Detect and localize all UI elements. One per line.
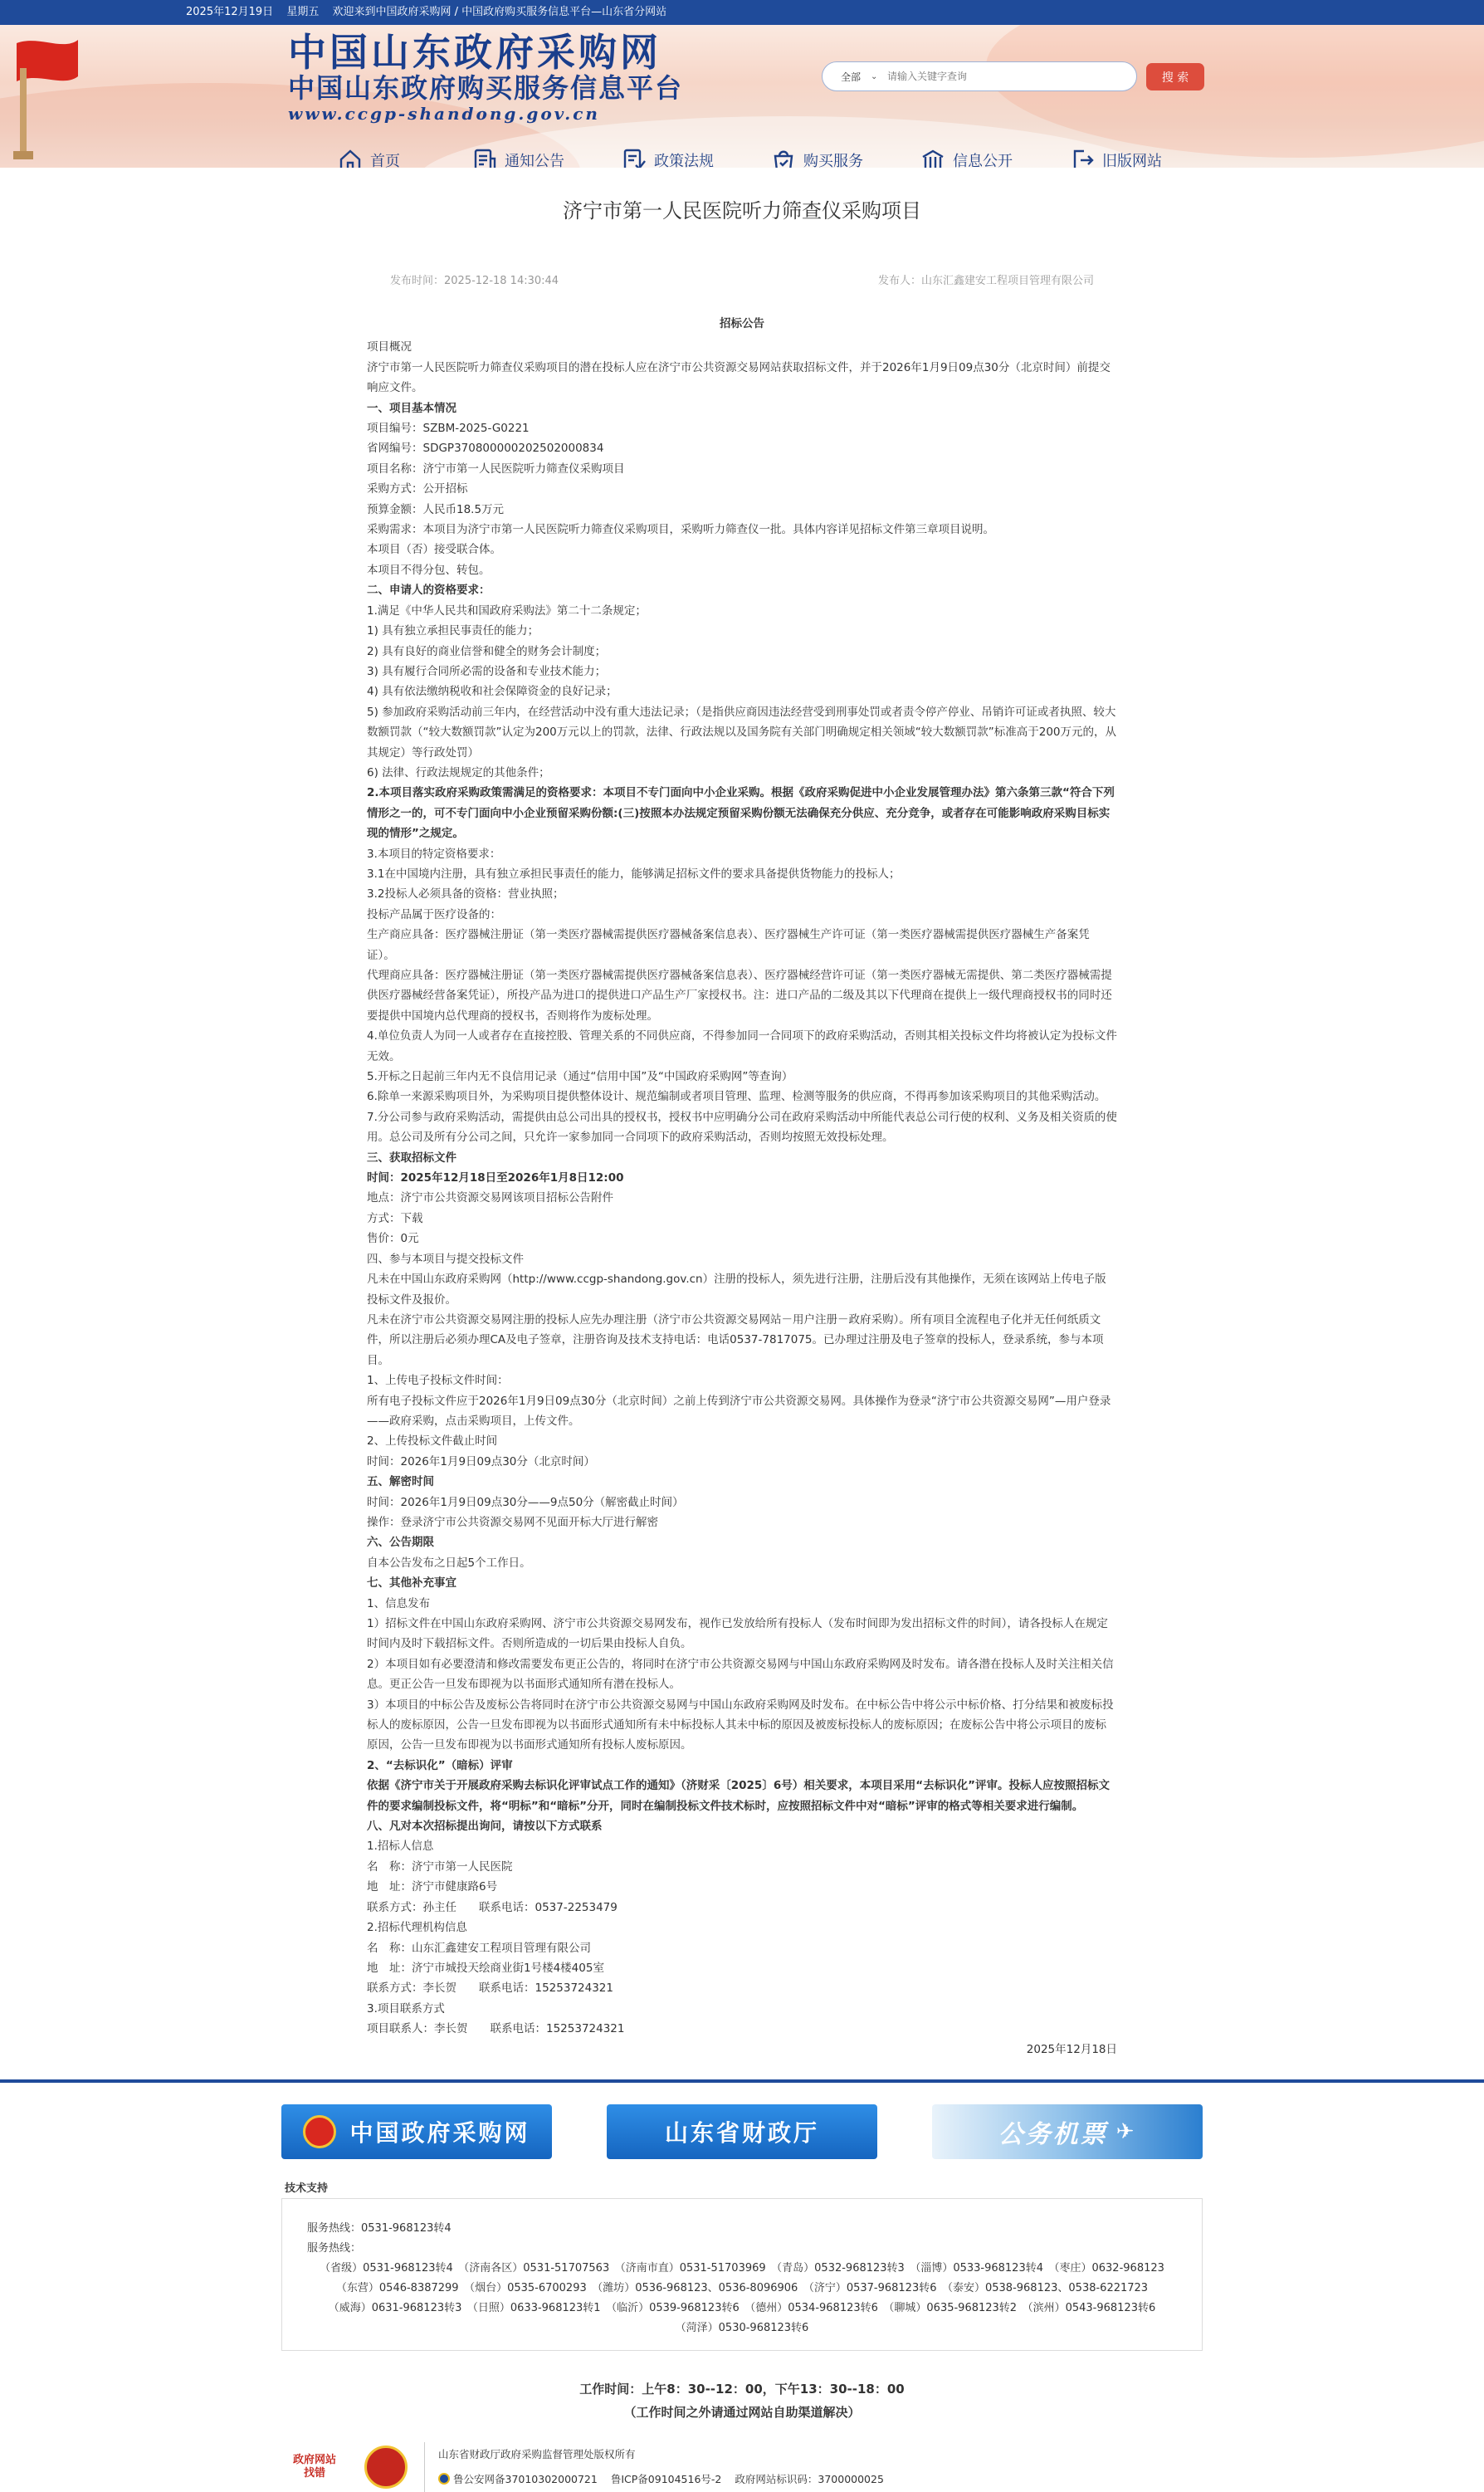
banner-finance-dept[interactable]: 山东省财政厅 xyxy=(607,2104,877,2159)
publish-time: 发布时间：2025-12-18 14:30:44 xyxy=(390,275,559,287)
notice-line: 联系方式：孙主任 联系电话：0537-2253479 xyxy=(367,1900,618,1914)
police-record[interactable]: 鲁公安网备37010302000721 xyxy=(438,2467,598,2492)
support-box xyxy=(281,2198,1203,2351)
site-id: 政府网站标识码：3700000025 xyxy=(735,2472,884,2485)
icp-record[interactable]: 鲁ICP备09104516号-2 xyxy=(610,2472,722,2485)
notice-line: 5) 参加政府采购活动前三年内，在经营活动中没有重大违法记录；（是指供应商因违法经营受到刑事处罚或者责令停产停业、吊销许可证或者执照、较大数额罚款（“较大数额罚款”认定为200万元以上的罚款，法律、行政法规以及国务院有关部门明确规定相关领域“较大数额罚款”标准高于200万元的，从其规定）等行政处罚） xyxy=(367,705,1117,760)
notice-line: 项目联系人：李长贺 联系电话：15253724321 xyxy=(367,2022,625,2036)
notice-line: 时间：2026年1月9日09点30分（北京时间） xyxy=(367,1454,595,1468)
notice-line: 7.分公司参与政府采购活动，需提供由总公司出具的授权书，授权书中应明确分公司在政府采购活动中所能代表总公司行使的权利、义务及相关资质的使用。总公司及所有分公司之间，只允许一家参加同一合同项下的政府采购活动，否则均按照无效投标处理。 xyxy=(367,1110,1117,1145)
notice-line: 6) 法律、行政法规规定的其他条件； xyxy=(367,765,550,779)
top-bar xyxy=(0,0,1484,25)
nav-old-site[interactable]: 旧版网站 xyxy=(1066,144,1165,168)
hotline-row: （东营）0546-8387299 （烟台）0535-6700293 （潍坊）0536-968123、0536-8096906 （济宁）0537-968123转6 （泰安）0538-968123、0538-6221723 xyxy=(335,2281,1149,2294)
notice-line: 2.本项目落实政府采购政策需满足的资格要求：本项目不专门面向中小企业采购。根据《政府采购促进中小企业发展管理办法》第六条第三款“符合下列情形之一的，可不专门面向中小企业预留采购份额:(三)按照本办法规定预留采购份额无法确保充分供应、充分竞争，或者存在可能影响政府采购目标实现的情形”之规定。 xyxy=(367,786,1115,841)
notice-line: 操作：登录济宁市公共资源交易网不见面开标大厅进行解密 xyxy=(367,1515,658,1529)
notice-line: 采购需求：本项目为济宁市第一人民医院听力筛查仪采购项目，采购听力筛查仪一批。具体内容详见招标文件第三章项目说明。 xyxy=(367,523,994,537)
national-emblem-icon xyxy=(303,2115,336,2148)
notice-line: 售价：0元 xyxy=(367,1232,419,1246)
notice-line: 名 称：济宁市第一人民医院 xyxy=(367,1859,513,1874)
notice-line: 项目编号：SZBM-2025-G0221 xyxy=(367,422,530,436)
search-box xyxy=(822,61,1137,91)
notice-line: 3.项目联系方式 xyxy=(367,2001,445,2016)
notice-line: 2、“去标识化”（暗标）评审 xyxy=(367,1758,513,1772)
notice-line: 三、获取招标文件 xyxy=(367,1151,456,1165)
notice-line: 二、申请人的资格要求： xyxy=(367,584,491,598)
notice-line: 凡未在中国山东政府采购网（http://www.ccgp-shandong.gov.cn）注册的投标人，须先进行注册，注册后没有其他操作，无须在该网站上传电子版投标文件及报价。 xyxy=(367,1273,1106,1307)
notice-line: 1、信息发布 xyxy=(367,1596,431,1610)
notice-line: 代理商应具备：医疗器械注册证（第一类医疗器械需提供医疗器械备案信息表）、医疗器械经营许可证（第一类医疗器械无需提供、第二类医疗器械需提供医疗器械经营备案凭证），所投产品为进口的提供进口产品生产厂家授权书。注：进口产品的二级及其以下代理商在提供上一级代理商授权书的同时还要提供中国境内总代理商的授权书，否则将作为废标处理。 xyxy=(367,969,1112,1023)
banner-ccgp[interactable]: 中国政府采购网 xyxy=(281,2104,552,2159)
gov-site-error-report-badge[interactable]: 政府网站 找错 xyxy=(292,2453,336,2480)
notice-line: 2）本项目如有必要澄清和修改需要发布更正公告的，将同时在济宁市公共资源交易网与中国山东政府采购网及时发布。请各潜在投标人及时关注相关信息。更正公告一旦发布即视为以书面形式通知所有潜在投标人。 xyxy=(367,1657,1114,1692)
banner-official-ticket[interactable]: 公务机票 ✈ xyxy=(932,2104,1203,2159)
notice-line: 七、其他补充事宜 xyxy=(367,1576,456,1590)
notice-icon xyxy=(471,147,498,168)
notice-line: 项目名称：济宁市第一人民医院听力筛查仪采购项目 xyxy=(367,462,625,476)
hotline-row: （威海）0631-968123转3 （日照）0633-968123转1 （临沂）0539-968123转6 （德州）0534-968123转6 （聊城）0635-968123转2 （滨州）0543-968123转6 xyxy=(328,2301,1156,2314)
policy-icon xyxy=(621,147,647,168)
notice-line: 五、解密时间 xyxy=(367,1475,434,1489)
notice-line: 4) 具有依法缴纳税收和社会保障资金的良好记录； xyxy=(367,685,618,699)
notice-line: 投标产品属于医疗设备的： xyxy=(367,907,501,921)
notice-content xyxy=(367,337,1117,2039)
notice-line: 3.本项目的特定资格要求： xyxy=(367,847,501,861)
notice-line: 1.招标人信息 xyxy=(367,1840,434,1854)
copyright: 山东省财政厅政府采购监督管理处版权所有 xyxy=(438,2447,636,2460)
notice-line: 3）本项目的中标公告及废标公告将同时在济宁市公共资源交易网与中国山东政府采购网及时发布。在中标公告中将公示中标价格、打分结果和被废标投标人的废标原因，公告一旦发布即视为以书面形式通知所有未中标投标人其未中标的原因及被废标投标人的废标原因；在废标公告中将公示项目的废标原因，公告一旦发布即视为以书面形式通知所有投标人废标原因。 xyxy=(367,1698,1114,1752)
site-footer xyxy=(281,2442,1203,2492)
notice-heading: 招标公告 xyxy=(720,317,764,330)
building-icon xyxy=(920,147,946,168)
search-input[interactable] xyxy=(887,71,1136,82)
current-date: 2025年12月19日 xyxy=(186,6,274,18)
notice-line: 预算金额：人民币18.5万元 xyxy=(367,502,505,516)
search-button[interactable]: 搜 索 xyxy=(1146,63,1204,90)
nav-home[interactable]: 首页 xyxy=(319,144,418,168)
notice-line: 一、项目基本情况 xyxy=(367,401,456,415)
notice-line: 3.2投标人必须具备的资格：营业执照； xyxy=(367,887,564,902)
notice-line: 3.1在中国境内注册，具有独立承担民事责任的能力，能够满足招标文件的要求具备提供货物能力的投标人； xyxy=(367,867,901,881)
notice-line: 4.单位负责人为同一人或者存在直接控股、管理关系的不同供应商，不得参加同一合同项下的政府采购活动，否则其相关投标文件均将被认定为投标文件无效。 xyxy=(367,1029,1117,1063)
notice-line: 1) 具有独立承担民事责任的能力； xyxy=(367,624,539,638)
home-icon xyxy=(337,147,364,168)
notice-line: 名 称：山东汇鑫建安工程项目管理有限公司 xyxy=(367,1941,591,1955)
nav-notices[interactable]: 通知公告 xyxy=(468,144,568,168)
link-banners xyxy=(281,2104,1203,2159)
police-badge-icon xyxy=(438,2473,450,2485)
notice-line: 采购方式：公开招标 xyxy=(367,482,468,496)
notice-line: 6.除单一来源采购项目外，为采购项目提供整体设计、规范编制或者项目管理、监理、检测等服务的供应商，不得再参加该采购项目的其他采购活动。 xyxy=(367,1090,1106,1104)
notice-line: 方式：下载 xyxy=(367,1211,423,1225)
tech-support xyxy=(281,2179,1203,2351)
airplane-icon: ✈ xyxy=(1115,2118,1137,2144)
notice-line: 六、公告期限 xyxy=(367,1536,434,1550)
support-title: 技术支持 xyxy=(285,2182,329,2195)
notice-line: 凡未在济宁市公共资源交易网注册的投标人应先办理注册（济宁市公共资源交易网站－用户注册－政府采购）。所有项目全流程电子化并无任何纸质文件，所以注册后必须办理CA及电子签章，注册咨询及技术支持电话：电话0537-7817075。已办理过注册及电子签章的投标人，登录系统，参与本项目。 xyxy=(367,1312,1104,1367)
nav-services[interactable]: 购买服务 xyxy=(767,144,866,168)
notice-line: 地 址：济宁市健康路6号 xyxy=(367,1880,498,1894)
notice-line: 1）招标文件在中国山东政府采购网、济宁市公共资源交易网发布，视作已发放给所有投标人（发布时间即为发出招标文件的时间），请各投标人在规定时间内及时下载招标文件。否则所造成的一切后果由投标人自负。 xyxy=(367,1617,1108,1651)
notice-line: 本项目不得分包、转包。 xyxy=(367,563,491,577)
notice-line: 省网编号：SDGP370800000202502000834 xyxy=(367,442,604,456)
notice-line: 2) 具有良好的商业信誉和健全的财务会计制度； xyxy=(367,644,607,658)
notice-line: 自本公告发布之日起5个工作日。 xyxy=(367,1556,531,1570)
hotline-row: （省级）0531-968123转4 （济南各区）0531-51707563 （济南市直）0531-51703969 （青岛）0532-968123转3 （淄博）0533-968123转4 （枣庄）0632-968123 xyxy=(320,2261,1164,2275)
support-hotline-label: 服务热线： xyxy=(307,2241,362,2255)
notice-line: 地 址：济宁市城投天绘商业街1号楼4楼405室 xyxy=(367,1961,604,1975)
support-hotline: 服务热线：0531-968123转4 xyxy=(307,2221,452,2235)
notice-line: 1、上传电子投标文件时间： xyxy=(367,1374,509,1388)
notice-line: 时间：2025年12月18日至2026年1月8日12:00 xyxy=(367,1171,624,1185)
notice-line: 地点：济宁市公共资源交易网该项目招标公告附件 xyxy=(367,1191,613,1205)
notice-line: 生产商应具备：医疗器械注册证（第一类医疗器械需提供医疗器械备案信息表）、医疗器械生产许可证（第一类医疗器械需提供医疗器械生产备案凭证）。 xyxy=(367,928,1090,962)
hotline-row: （菏泽）0530-968123转6 xyxy=(675,2321,809,2334)
shopping-bag-icon xyxy=(770,147,797,168)
flag-pillar-icon xyxy=(5,35,81,159)
notice-date: 2025年12月18日 xyxy=(1026,2042,1117,2056)
welcome-text: 欢迎来到中国政府采购网 / 中国政府购买服务信息平台—山东省分网站 xyxy=(332,6,667,18)
chevron-down-icon: ⌄ xyxy=(871,71,878,81)
main-nav xyxy=(0,144,1484,168)
article-title: 济宁市第一人民医院听力筛查仪采购项目 xyxy=(563,199,921,222)
party-gov-badge-icon[interactable] xyxy=(364,2446,408,2489)
article-body xyxy=(367,314,1117,2060)
exit-icon xyxy=(1069,147,1096,168)
footer-divider xyxy=(0,2079,1484,2083)
notice-line: 项目概况 xyxy=(367,340,412,354)
publisher: 发布人：山东汇鑫建安工程项目管理有限公司 xyxy=(877,275,1094,287)
nav-disclosure[interactable]: 信息公开 xyxy=(916,144,1016,168)
site-header xyxy=(0,25,1484,168)
current-weekday: 星期五 xyxy=(286,6,320,18)
notice-line: 济宁市第一人民医院听力筛查仪采购项目的潜在投标人应在济宁市公共资源交易网站获取招标文件，并于2026年1月9日09点30分（北京时间）前提交响应文件。 xyxy=(367,360,1111,395)
notice-line: 本项目（否）接受联合体。 xyxy=(367,543,501,557)
notice-line: 四、参与本项目与提交投标文件 xyxy=(367,1252,524,1266)
notice-line: 5.开标之日起前三年内无不良信用记录（通过“信用中国”及“中国政府采购网”等查询） xyxy=(367,1070,793,1084)
notice-line: 1.满足《中华人民共和国政府采购法》第二十二条规定； xyxy=(367,603,647,618)
notice-line: 八、凡对本次招标提出询问，请按以下方式联系 xyxy=(367,1820,603,1834)
working-hours: 工作时间：上午8：30--12：00，下午13：30--18：00 （工作时间之外请通过网站自助渠道解决） xyxy=(579,2381,905,2420)
notice-line: 2、上传投标文件截止时间 xyxy=(367,1434,498,1449)
notice-line: 依据《济宁市关于开展政府采购去标识化评审试点工作的通知》（济财采〔2025〕6号）相关要求，本项目采用“去标识化”评审。投标人应按照招标文件的要求编制投标文件，将“明标”和“暗标”分开，同时在编制投标文件技术标时，应按照招标文件中对“暗标”评审的格式等相关要求进行编制。 xyxy=(367,1779,1110,1813)
notice-line: 联系方式：李长贺 联系电话：15253724321 xyxy=(367,1981,613,1996)
article-meta xyxy=(390,271,1094,287)
nav-policy[interactable]: 政策法规 xyxy=(618,144,717,168)
search-scope-select[interactable]: 全部 ⌄ xyxy=(841,71,878,83)
notice-line: 所有电子投标文件应于2026年1月9日09点30分（北京时间）之前上传到济宁市公共资源交易网。具体操作为登录“济宁市公共资源交易网”—用户登录——政府采购，点击采购项目，上传文件。 xyxy=(367,1394,1111,1428)
site-logo[interactable]: 中国山东政府采购网 中国山东政府购买服务信息平台 www.ccgp-shandong.gov.cn xyxy=(288,30,684,124)
notice-line: 时间：2026年1月9日09点30分——9点50分（解密截止时间） xyxy=(367,1495,684,1509)
notice-line: 2.招标代理机构信息 xyxy=(367,1921,467,1935)
notice-line: 3) 具有履行合同所必需的设备和专业技术能力； xyxy=(367,664,607,678)
